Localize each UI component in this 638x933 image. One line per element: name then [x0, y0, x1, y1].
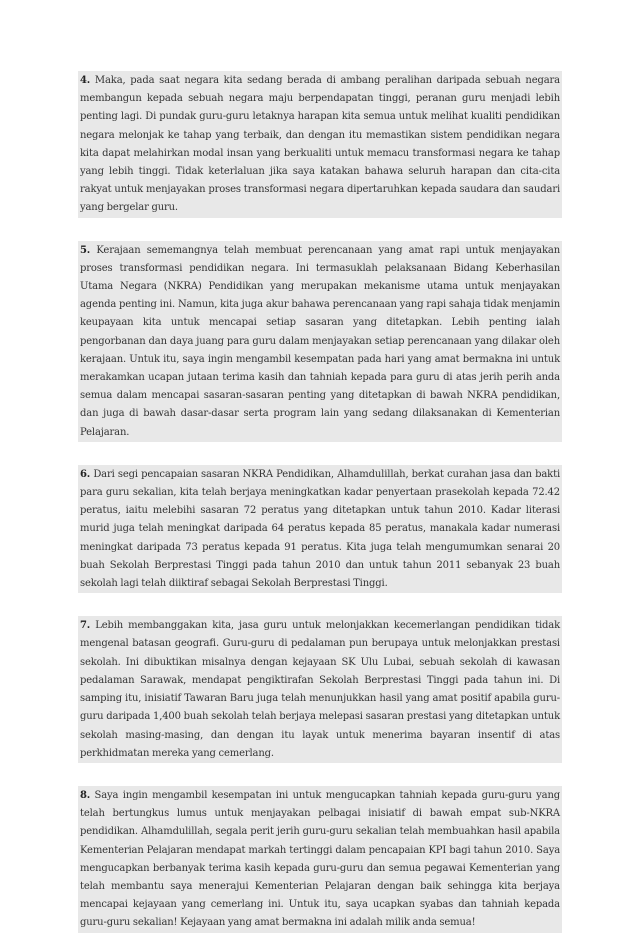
paragraph-text: Saya ingin mengambil kesempatan ini untuk mengucapkan tahniah kepada guru-guru yang telah bertungkus lumus untuk menjayakan pelbagai inisiatif di bawah empat sub-NKRA pendidikan. Alhamdulillah, segala perit jerih guru-guru sekalian telah membuahkan hasil apabila Kementerian Pelajaran mendapat markah tertinggi dalam pencapaian KPI bagi tahun 2010. Saya mengucapkan berbanyak terima kasih kepada guru-guru dan semua pegawai Kementerian yang telah membantu saya menerajui Kementerian Pelajaran dengan baik sehingga kita berjaya mencapai kejayaan yang cemerlang ini. Untuk itu, saya ucapkan syabas dan tahniah kepada guru-guru sekalian! Kejayaan yang amat bermakna ini adalah milik anda semua!	[80, 789, 560, 929]
paragraph-7	[78, 616, 562, 763]
paragraph-text: Lebih membanggakan kita, jasa guru untuk melonjakkan kecemerlangan pendidikan tidak mengenal batasan geografi. Guru-guru di pedalaman pun berupaya untuk melonjakkan prestasi sekolah. Ini dibuktikan misalnya dengan kejayaan SK Ulu Lubai, sebuah sekolah di kawasan pedalaman Sarawak, mendapat pengiktirafan Sekolah Berprestasi Tinggi pada tahun ini. Di samping itu, inisiatif Tawaran Baru juga telah menunjukkan hasil yang amat positif apabila guru-guru daripada 1,400 buah sekolah telah berjaya melepasi sasaran prestasi yang ditetapkan untuk sekolah masing-masing, dan dengan itu layak untuk menerima bayaran insentif di atas perkhidmatan mereka yang cemerlang.	[80, 620, 560, 759]
document-page	[78, 71, 562, 933]
paragraph-8	[78, 786, 562, 933]
paragraph-number: 6.	[80, 468, 91, 480]
paragraph-4	[78, 71, 562, 218]
paragraph-text: Maka, pada saat negara kita sedang berada di ambang peralihan daripada sebuah negara membangun kepada sebuah negara maju berpendapatan tinggi, peranan guru menjadi lebih penting lagi. Di pundak guru-guru letaknya harapan kita semua untuk melihat kualiti pendidikan negara melonjak ke tahap yang terbaik, dan dengan itu memastikan sistem pendidikan negara kita dapat melahirkan modal insan yang berkualiti untuk memacu transformasi negara ke tahap yang lebih tinggi. Tidak keterlaluan jika saya katakan bahawa seluruh harapan dan cita-cita rakyat untuk menjayakan proses transformasi negara dipertaruhkan kepada saudara dan saudari yang bergelar guru.	[80, 75, 560, 214]
paragraph-text: Kerajaan sememangnya telah membuat perencanaan yang amat rapi untuk menjayakan proses transformasi pendidikan negara. Ini termasuklah pelaksanaan Bidang Keberhasilan Utama Negara (NKRA) Pendidikan yang merupakan mekanisme utama untuk menjayakan agenda penting ini. Namun, kita juga akur bahawa perencanaan yang rapi sahaja tidak menjamin keupayaan kita untuk mencapai setiap sasaran yang ditetapkan. Lebih penting ialah pengorbanan dan daya juang para guru dalam menjayakan setiap perencanaan yang dilakar oleh kerajaan. Untuk itu, saya ingin mengambil kesempatan pada hari yang amat bermakna ini untuk merakamkan ucapan jutaan terima kasih dan tahniah kepada para guru di atas jerih perih anda semua dalam mencapai sasaran-sasaran penting yang ditetapkan di bawah NKRA pendidikan, dan juga di bawah dasar-dasar serta program lain yang sedang dilaksanakan di Kementerian Pelajaran.	[80, 244, 560, 438]
paragraph-number: 8.	[80, 789, 91, 801]
paragraph-number: 7.	[80, 620, 91, 632]
paragraph-5	[78, 241, 562, 442]
paragraph-6	[78, 465, 562, 593]
paragraph-number: 4.	[80, 75, 91, 86]
paragraph-text: Dari segi pencapaian sasaran NKRA Pendidikan, Alhamdulillah, berkat curahan jasa dan bakti para guru sekalian, kita telah berjaya meningkatkan kadar penyertaan prasekolah kepada 72.42 peratus, iaitu melebihi sasaran 72 peratus yang ditetapkan untuk tahun 2010. Kadar literasi murid juga telah meningkat daripada 64 peratus kepada 85 peratus, manakala kadar numerasi meningkat daripada 73 peratus kepada 91 peratus. Kita juga telah mengumumkan senarai 20 buah Sekolah Berprestasi Tinggi pada tahun 2010 dan untuk tahun 2011 sebanyak 23 buah sekolah lagi telah diiktiraf sebagai Sekolah Berprestasi Tinggi.	[80, 468, 560, 590]
paragraph-number: 5.	[80, 244, 91, 256]
